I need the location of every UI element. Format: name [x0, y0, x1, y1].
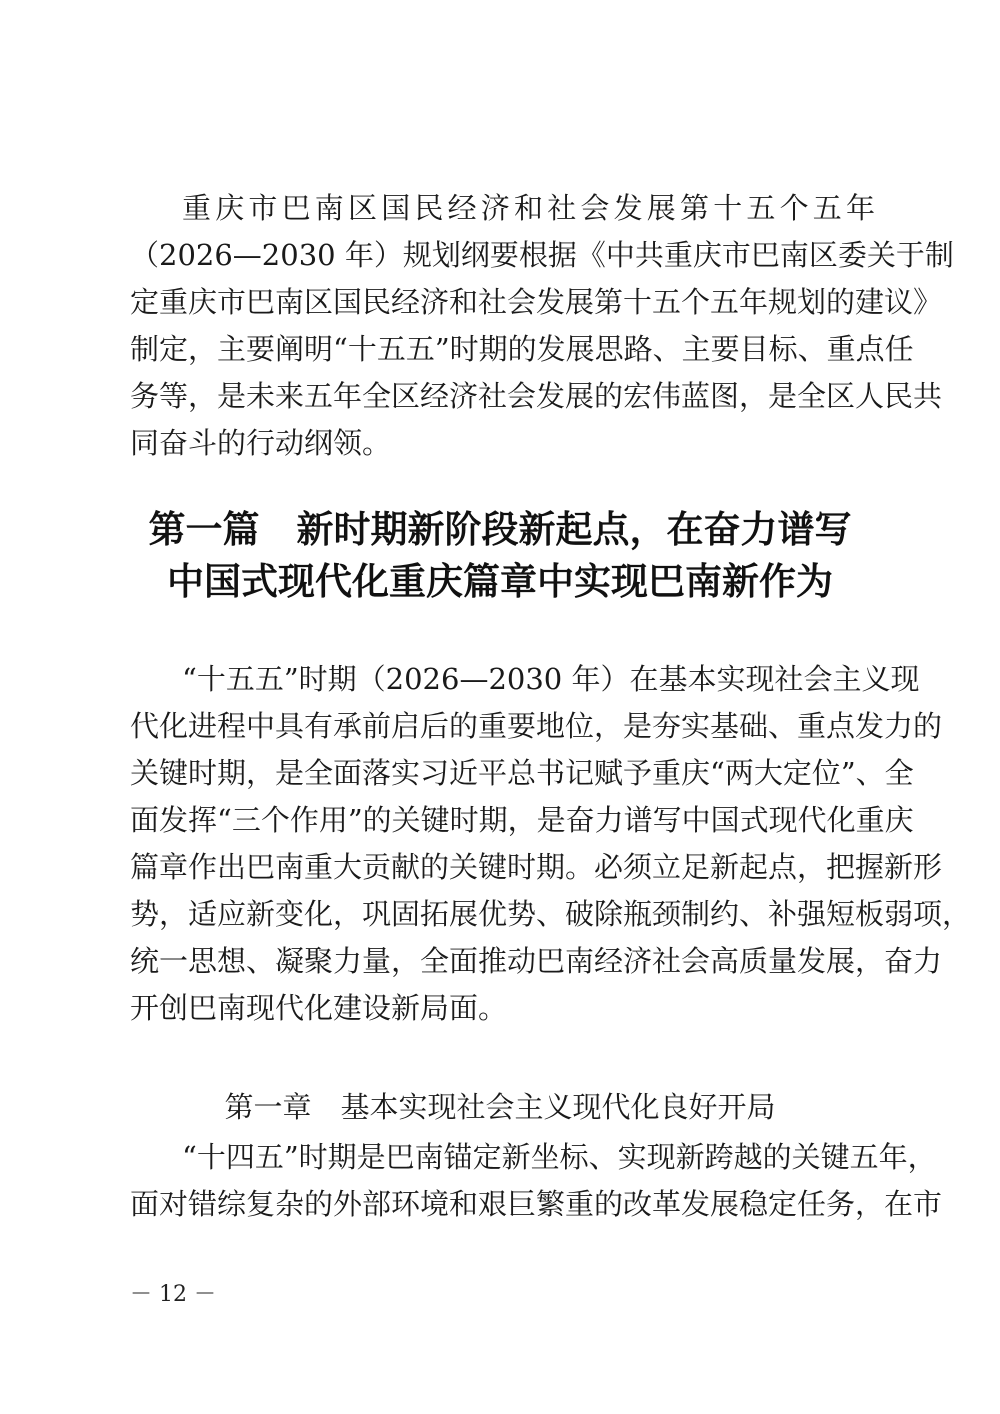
- part-body-line-6: 势，适应新变化，巩固拓展优势、破除瓶颈制约、补强短板弱项，: [130, 897, 972, 931]
- part-body-line-4: 面发挥“三个作用”的关键时期，是奋力谱写中国式现代化重庆: [130, 803, 914, 837]
- intro-line-3: 定重庆市巴南区国民经济和社会发展第十五个五年规划的建议》: [130, 285, 943, 319]
- chapter-title: 第一章 基本实现社会主义现代化良好开局: [224, 1090, 776, 1124]
- part-title-line-2: 中国式现代化重庆篇章中实现巴南新作为: [167, 560, 833, 603]
- chapter-line-2: 面对错综复杂的外部环境和艰巨繁重的改革发展稳定任务，在市: [130, 1187, 943, 1221]
- part-body-line-1: “十五五”时期（2026—2030 年）在基本实现社会主义现: [182, 662, 920, 696]
- intro-line-4: 制定，主要阐明“十五五”时期的发展思路、主要目标、重点任: [130, 332, 914, 366]
- intro-line-2: （2026—2030 年）规划纲要根据《中共重庆市巴南区委关于制: [130, 238, 954, 272]
- part-body-line-8: 开创巴南现代化建设新局面。: [130, 991, 508, 1025]
- part-body-line-7: 统一思想、凝聚力量，全面推动巴南经济社会高质量发展，奋力: [130, 944, 943, 978]
- part-body-line-5: 篇章作出巴南重大贡献的关键时期。必须立足新起点，把握新形: [130, 850, 943, 884]
- intro-line-6: 同奋斗的行动纲领。: [130, 426, 392, 460]
- chapter-line-1: “十四五”时期是巴南锚定新坐标、实现新跨越的关键五年，: [182, 1140, 937, 1174]
- page-number: － 12 －: [130, 1282, 216, 1307]
- intro-line-1: 重庆市巴南区国民经济和社会发展第十五个五年: [182, 191, 875, 225]
- part-body-line-3: 关键时期，是全面落实习近平总书记赋予重庆“两大定位”、全: [130, 756, 914, 790]
- intro-line-5: 务等，是未来五年全区经济社会发展的宏伟蓝图，是全区人民共: [130, 379, 943, 413]
- part-body-line-2: 代化进程中具有承前启后的重要地位，是夯实基础、重点发力的: [130, 709, 943, 743]
- part-title-line-1: 第一篇 新时期新阶段新起点，在奋力谱写: [148, 508, 852, 551]
